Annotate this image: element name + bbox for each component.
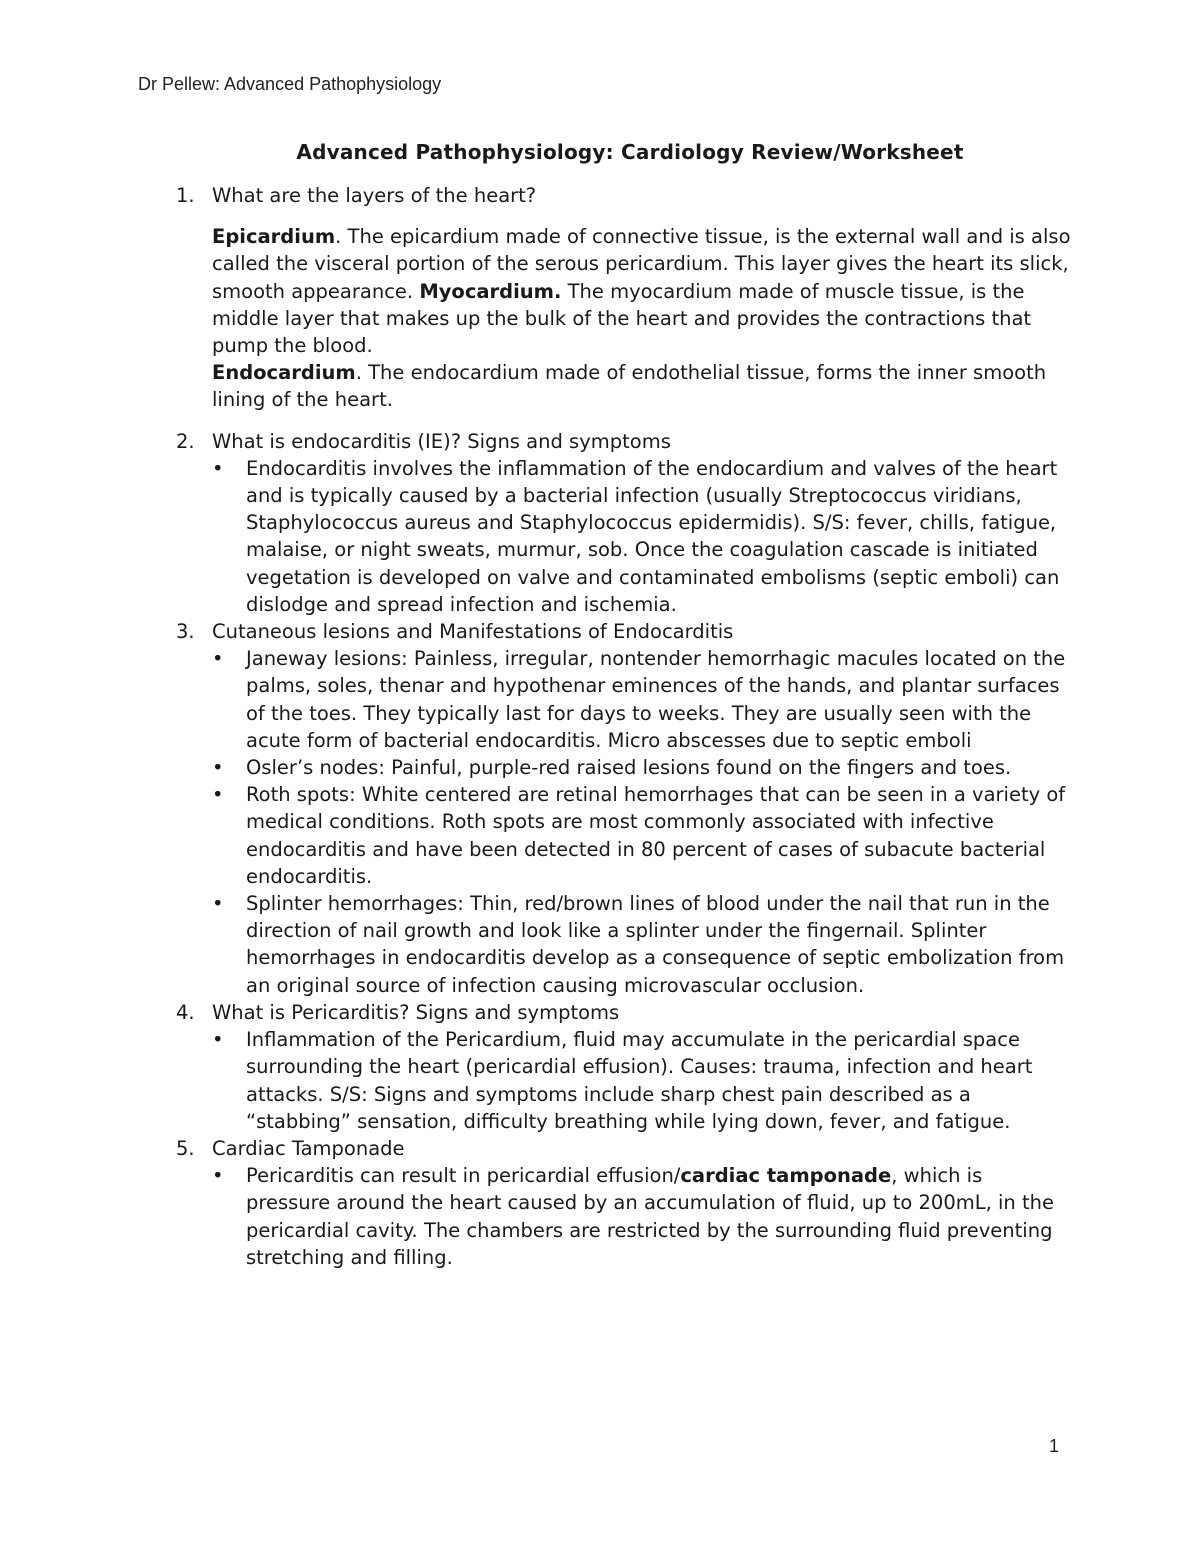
list-item-text: , which is pressure around the heart caused by an accumulation of fluid, up to 200mL, in the pericardial cavity. The chambers are restricted by the surrounding fluid preventing stretching and filling.: [246, 1164, 1054, 1269]
endocardium-text: . The endocardium made of endothelial tissue, forms the inner smooth lining of the heart.: [212, 361, 1047, 412]
list-item-text: Inflammation of the Pericardium, fluid may accumulate in the pericardial space surrounding the heart (pericardial effusion). Causes: trauma, infection and heart attacks. S/S: Signs and symptoms include sharp chest pain described as a “stabbing” sensation, difficulty breathing while lying down, fever, and fatigue.: [246, 1028, 1033, 1133]
question-3: [176, 618, 1071, 999]
term-cardiac-tamponade: cardiac tamponade: [680, 1164, 892, 1188]
bullet-icon: •: [212, 456, 224, 480]
list-item: [212, 890, 1071, 999]
answer-paragraph: [212, 223, 1071, 359]
list-item: [212, 645, 1071, 754]
list-item: [212, 455, 1071, 618]
bullet-icon: •: [212, 756, 224, 780]
bullet-icon: •: [212, 1164, 224, 1188]
bullet-icon: •: [212, 647, 224, 671]
term-epicardium: Epicardium: [212, 225, 336, 249]
question-text: What are the layers of the heart?: [212, 184, 537, 207]
bullet-icon: •: [212, 892, 224, 916]
bullet-icon: •: [212, 1028, 224, 1052]
question-text: What is Pericarditis? Signs and symptoms: [212, 1000, 620, 1024]
bullet-list: [212, 645, 1071, 999]
question-number: 2.: [176, 429, 195, 453]
list-item: [212, 754, 1071, 781]
question-text: Cutaneous lesions and Manifestations of Endocarditis: [212, 620, 734, 644]
document-title: Advanced Pathophysiology: Cardiology Review/Worksheet: [296, 140, 964, 164]
bullet-list: [212, 1162, 1071, 1271]
epicardium-text: . The epicardium made of connective tissue, is the external wall and is also called the visceral portion of the serous pericardium. This layer gives the heart its slick, smooth appearance.: [212, 225, 1071, 303]
list-item-text: Pericarditis can result in pericardial effusion/: [246, 1164, 681, 1188]
bullet-icon: •: [212, 783, 224, 807]
list-item: [212, 781, 1071, 890]
page-number: 1: [1049, 1436, 1060, 1456]
question-5: [176, 1135, 1071, 1271]
list-item-text: Roth spots: White centered are retinal hemorrhages that can be seen in a variety of medical conditions. Roth spots are most commonly associated with infective endocarditis and have been detected in 80 percent of cases of subacute bacterial endocarditis.: [246, 783, 1066, 888]
question-number: 3.: [176, 620, 195, 644]
term-endocardium: Endocardium: [212, 361, 356, 385]
list-item-text: Janeway lesions: Painless, irregular, nontender hemorrhagic macules located on the palms, soles, thenar and hypothenar eminences of the hands, and plantar surfaces of the toes. They typically last for days to weeks. They are usually seen with the acute form of bacterial endocarditis. Micro abscesses due to septic emboli: [246, 647, 1066, 752]
question-number: 1.: [176, 184, 195, 207]
myocardium-text: The myocardium made of muscle tissue, is the middle layer that makes up the bulk of the heart and provides the contractions that pump the blood.: [212, 279, 1032, 358]
page-header: Dr Pellew: Advanced Pathophysiology: [138, 74, 442, 94]
list-item-text: Osler’s nodes: Painful, purple-red raised lesions found on the fingers and toes.: [246, 756, 1012, 780]
list-item: [212, 1026, 1071, 1135]
answer-layers: [212, 223, 1071, 413]
term-myocardium: Myocardium.: [419, 279, 562, 303]
list-item: [212, 1162, 1071, 1271]
question-1: [176, 182, 1071, 414]
question-text: What is endocarditis (IE)? Signs and symptoms: [212, 429, 671, 453]
bullet-list: [212, 455, 1071, 618]
question-4: [176, 999, 1071, 1135]
question-2: [176, 428, 1071, 618]
list-item-text: Endocarditis involves the inflammation of the endocardium and valves of the heart and is typically caused by a bacterial infection (usually Streptococcus viridians, Staphylococcus aureus and Staphylococcus epidermidis). S/S: fever, chills, fatigue, malaise, or night sweats, murmur, sob. Once the coagulation cascade is initiated vegetation is developed on valve and contaminated embolisms (septic emboli) can dislodge and spread infection and ischemia.: [246, 456, 1060, 616]
question-text: Cardiac Tamponade: [212, 1136, 405, 1160]
bullet-list: [212, 1026, 1071, 1135]
worksheet-content: [176, 182, 1071, 1271]
list-item-text: Splinter hemorrhages: Thin, red/brown lines of blood under the nail that run in the direction of nail growth and look like a splinter under the fingernail. Splinter hemorrhages in endocarditis develop as a consequence of septic embolization from an original source of infection causing microvascular occlusion.: [246, 892, 1065, 997]
answer-paragraph: [212, 359, 1071, 413]
question-number: 5.: [176, 1136, 195, 1160]
question-number: 4.: [176, 1000, 195, 1024]
